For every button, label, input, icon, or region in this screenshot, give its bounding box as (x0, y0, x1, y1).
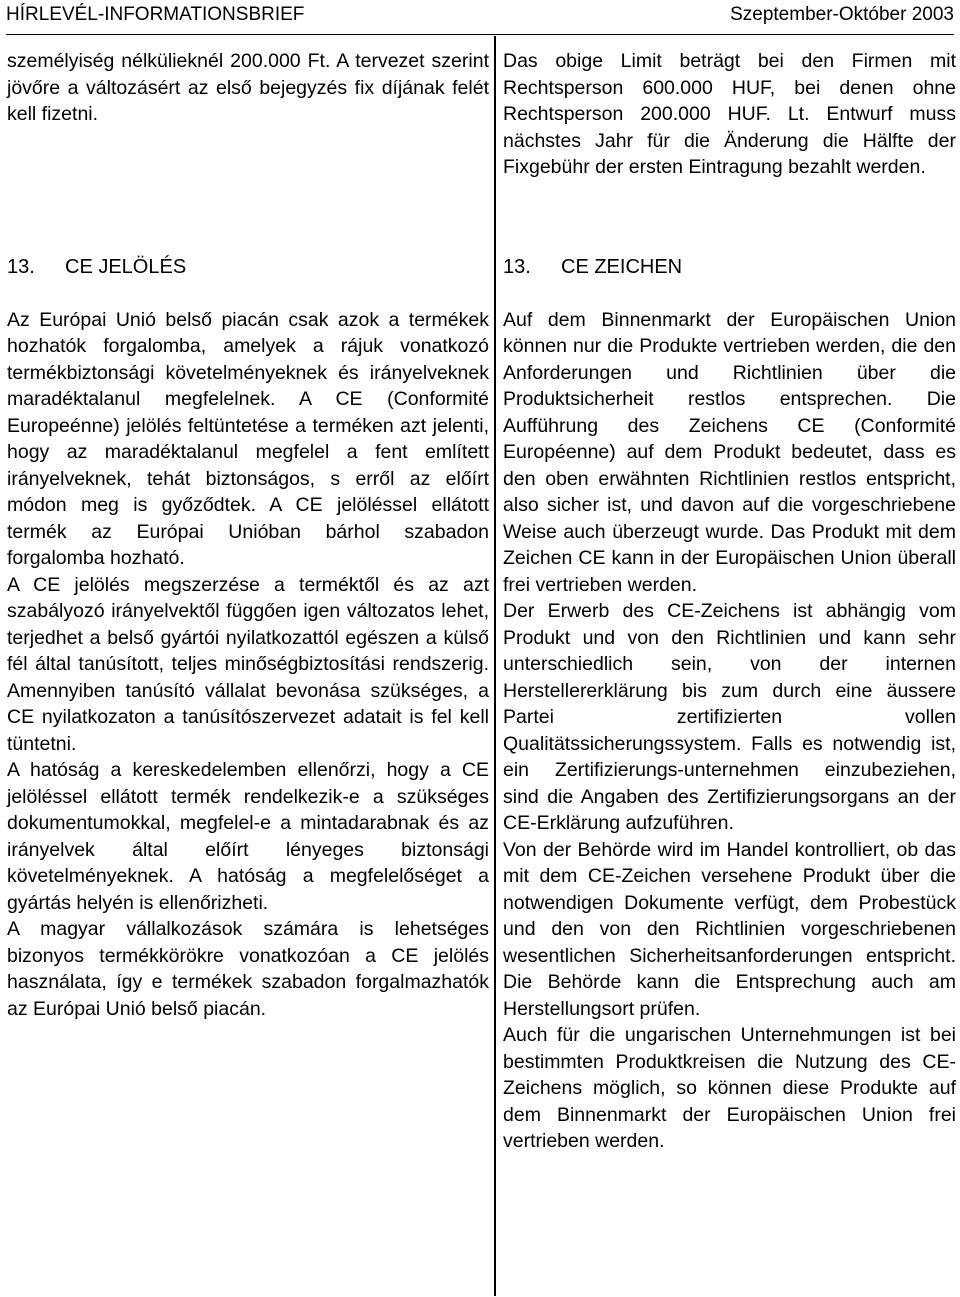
section-heading (7, 254, 489, 281)
body-paragraph: A CE jelölés megszerzése a terméktől és az azt szabályozó irányelvektől függően igen változatos lehet, terjedhet a belső gyártói nyilatkozattól egészen a külső fél által tanúsított, teljes minőségbiztosítási rendszerig. Amennyiben tanúsító vállalat bevonása szükséges, a CE nyilatkozaton a tanúsítószervezet adatait is fel kell tüntetni. (7, 573, 489, 755)
section-number: 13. (7, 256, 35, 278)
section-heading (503, 254, 956, 281)
intro-paragraph: Das obige Limit beträgt bei den Firmen mit Rechtsperson 600.000 HUF, bei denen ohne Rechtsperson 200.000 HUF. Lt. Entwurf muss nächstes Jahr für die Änderung die Hälfte der Fixgebühr der ersten Eintragung bezahlt werden. (503, 50, 956, 178)
issue-date: Szeptember-Október 2003 (730, 4, 954, 25)
german-column (503, 48, 956, 1155)
body-paragraph: Auch für die ungarischen Unternehmungen ist bei bestimmten Produktkreisen die Nutzung des CE-Zeichens möglich, so können diese Produkte auf dem Binnenmarkt der Europäischen Union frei vertrieben werden. (503, 1024, 956, 1152)
body-paragraph: Auf dem Binnenmarkt der Europäischen Union können nur die Produkte vertrieben werden, die den Anforderungen und Richtlinien über die Produktsicherheit restlos entsprechen. Die Aufführung des Zeichens CE (Conformité Européenne) auf dem Produkt bedeutet, dass es den oben erwähnten Richtlinien restlos entspricht, also sicher ist, und davon auf die vorgeschriebene Weise auch überzeugt wurde. Das Produkt mit dem Zeichen CE kann in der Europäischen Union überall frei vertrieben werden. (503, 308, 956, 596)
intro-paragraph: személyiség nélkülieknél 200.000 Ft. A tervezet szerint jövőre a változásért az első bejegyzés fix díjának felét kell fizetni. (7, 50, 489, 125)
newsletter-title: HÍRLEVÉL-INFORMATIONSBRIEF (6, 4, 305, 25)
page-header (6, 0, 954, 35)
body-paragraph: Von der Behörde wird im Handel kontrolliert, ob das mit dem CE-Zeichen versehene Produkt über die notwendigen Dokumente verfügt, dem Probestück und den von den Richtlinien vorgeschriebenen wesentlichen Sicherheitsanforderungen entspricht. Die Behörde kann die Entsprechung auch am Herstellungsort prüfen. (503, 838, 956, 1020)
hungarian-column (7, 48, 489, 1022)
body-paragraph: Az Európai Unió belső piacán csak azok a termékek hozhatók forgalomba, amelyek a rájuk vonatkozó termékbiztonsági követelményeknek és irányelveknek maradéktalanul megfelelnek. A CE (Conformité Europeénne) jelölés feltüntetése a terméken azt jelenti, hogy az maradéktalanul megfelel a fent említett irányelveknek, tehát biztonságos, s erről az előírt módon meg is győződtek. A CE jelöléssel ellátott termék az Európai Unióban bárhol szabadon forgalomba hozható. (7, 308, 489, 569)
section-title: CE JELÖLÉS (65, 256, 187, 278)
body-paragraph: A hatóság a kereskedelemben ellenőrzi, hogy a CE jelöléssel ellátott termék rendelkezik-e a szükséges dokumentumokkal, megfelel-e a mintadarabnak és az irányelvek által előírt lényeges biztonsági követelményeknek. A hatóság a megfelelőséget a gyártás helyén is ellenőrizheti. (7, 759, 489, 914)
body-paragraph: Der Erwerb des CE-Zeichens ist abhängig vom Produkt und von den Richtlinien und kann sehr unterschiedlich sein, von der internen Herstellererklärung bis zum durch eine äussere Partei zertifizierten vollen Qualitätssicherungssystem. Falls es notwendig ist, ein Zertifizierungs-unternehmen einzubeziehen, sind die Angaben des Zertifizierungsorgans an der CE-Erklärung aufzuführen. (503, 600, 956, 834)
section-title: CE ZEICHEN (561, 256, 683, 278)
body-paragraph: A magyar vállalkozások számára is lehetséges bizonyos termékkörökre vonatkozóan a CE jelölés használata, így e termékek szabadon forgalmazhatók az Európai Unió belső piacán. (7, 918, 489, 1020)
column-divider (494, 36, 496, 1296)
section-number: 13. (503, 256, 531, 278)
